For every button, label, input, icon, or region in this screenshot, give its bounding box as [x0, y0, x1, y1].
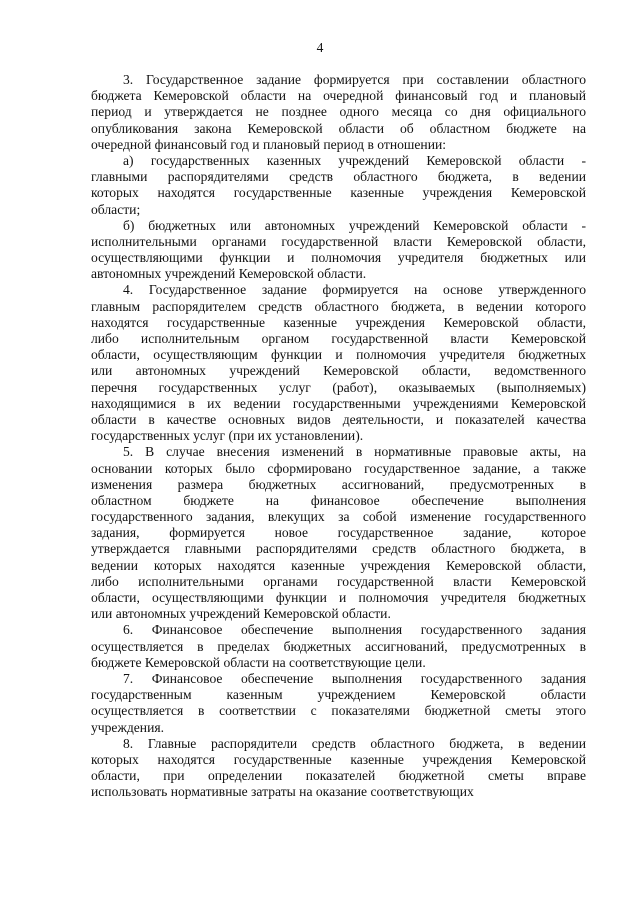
paragraph-line: бюджете Кемеровской области на соответствующие цели. [91, 654, 426, 670]
paragraph-line: или автономных учреждений Кемеровской области, ведомственного [91, 363, 586, 379]
paragraph-p7 [91, 671, 586, 736]
paragraph-line: опубликования закона Кемеровской области об областном бюджете на [91, 120, 586, 136]
paragraph-line: области в качестве основных видов деятельности, и показателей качества [91, 411, 586, 427]
paragraph-line: осуществляющими функции и полномочия учредителя бюджетных или [91, 250, 586, 266]
document-body [91, 72, 586, 800]
paragraph-line: или автономных учреждений Кемеровской области. [91, 606, 391, 622]
paragraph-line: б) бюджетных или автономных учреждений Кемеровской области - [123, 217, 586, 233]
paragraph-line: главным распорядителем средств областного бюджета, в ведении которого [91, 298, 586, 314]
paragraph-line: 8. Главные распорядители средств областного бюджета, в ведении [123, 735, 586, 751]
paragraph-p5 [91, 444, 586, 622]
paragraph-line: изменения размера бюджетных ассигнований, предусмотренных в [91, 476, 586, 492]
paragraph-p3a [91, 153, 586, 218]
page-number: 4 [316, 40, 324, 55]
paragraph-line: 7. Финансовое обеспечение выполнения государственного задания [123, 670, 586, 686]
paragraph-line: либо исполнительным органом государственной власти Кемеровской [91, 331, 586, 346]
paragraph-line: которых находятся государственные казенные учреждения Кемеровской [91, 751, 586, 767]
paragraph-line: либо исполнительными органами государственной власти Кемеровской [91, 573, 586, 589]
paragraph-line: исполнительными органами государственной власти Кемеровской области, [91, 233, 586, 249]
paragraph-p6 [91, 622, 586, 671]
paragraph-line: задания, формируется новое государственное задание, которое [91, 525, 586, 541]
paragraph-line: а) государственных казенных учреждений Кемеровской области - [123, 152, 586, 168]
paragraph-line: использовать нормативные затраты на оказание соответствующих [91, 784, 474, 800]
paragraph-line: области, осуществляющим функции и полномочия учредителя бюджетных [91, 347, 586, 363]
paragraph-line: государственных услуг (при их установлении). [91, 428, 364, 444]
paragraph-line: находящимися в их ведении государственными учреждениями Кемеровской [91, 395, 586, 411]
paragraph-p4 [91, 282, 586, 444]
paragraph-line: очередной финансовый год и плановый период в отношении: [91, 136, 447, 152]
paragraph-line: учреждения. [91, 719, 165, 735]
paragraph-line: государственного задания, влекущих за собой изменение государственного [91, 509, 586, 525]
paragraph-line: области, осуществляющими функции и полномочия учредителя бюджетных [91, 590, 586, 605]
paragraph-p3b [91, 218, 586, 283]
paragraph-p8 [91, 736, 586, 801]
paragraph-line: автономных учреждений Кемеровской области. [91, 266, 367, 282]
paragraph-line: 3. Государственное задание формируется при составлении областного [123, 72, 586, 87]
paragraph-line: области, при определении показателей бюджетной сметы вправе [91, 768, 586, 784]
paragraph-line: основании которых было сформировано государственное задание, а также [91, 460, 586, 476]
paragraph-line: утверждается главными распорядителями средств областного бюджета, в [91, 541, 586, 557]
paragraph-line: главными распорядителями средств областного бюджета, в ведении [91, 169, 586, 185]
paragraph-line: 5. В случае внесения изменений в нормативные правовые акты, на [123, 444, 586, 460]
paragraph-line: 6. Финансовое обеспечение выполнения государственного задания [123, 622, 586, 638]
paragraph-line: осуществляется в пределах бюджетных ассигнований, предусмотренных в [91, 638, 586, 654]
paragraph-line: областном бюджете на финансовое обеспечение выполнения [91, 492, 586, 508]
paragraph-line: находятся государственные казенные учреждения Кемеровской области, [91, 314, 586, 330]
paragraph-line: которых находятся государственные казенные учреждения Кемеровской [91, 185, 586, 201]
paragraph-line: области; [91, 201, 141, 217]
paragraph-line: 4. Государственное задание формируется на основе утвержденного [123, 282, 586, 298]
paragraph-line: государственным казенным учреждением Кемеровской области [91, 687, 586, 703]
paragraph-line: бюджета Кемеровской области на очередной финансовый год и плановый [91, 88, 586, 104]
paragraph-line: период и утверждается не позднее одного месяца со дня официального [91, 104, 586, 120]
paragraph-line: перечня государственных услуг (работ), оказываемых (выполняемых) [91, 379, 586, 395]
paragraph-p3 [91, 72, 586, 153]
paragraph-line: ведении которых находятся казенные учреждения Кемеровской области, [91, 557, 586, 573]
paragraph-line: осуществляется в соответствии с показателями бюджетной сметы этого [91, 703, 586, 719]
